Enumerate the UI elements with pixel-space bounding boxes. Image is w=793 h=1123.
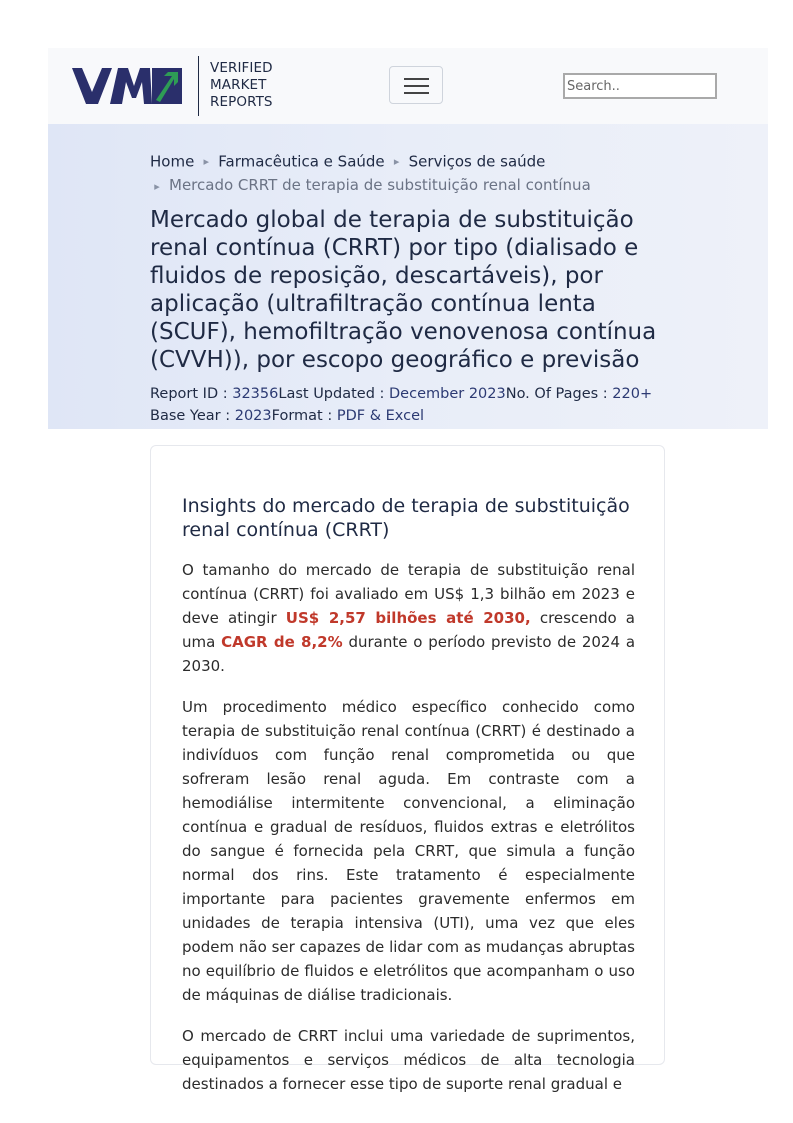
format-value: PDF & Excel bbox=[336, 408, 425, 424]
chevron-right-icon: ▸ bbox=[154, 180, 160, 193]
hamburger-icon-bar bbox=[404, 85, 429, 87]
base-year-label: Base Year : bbox=[150, 408, 235, 424]
base-year-value: 2023 bbox=[234, 408, 272, 424]
hamburger-menu-button[interactable] bbox=[389, 66, 443, 104]
vmr-logo-icon[interactable] bbox=[72, 66, 184, 106]
p1-text-a: O tamanho do mercado de terapia de substituição renal contínua (CRRT) foi avaliado em US$ 1,3 bilhão em 2023 e deve atingir bbox=[182, 561, 635, 627]
report-meta bbox=[150, 383, 710, 427]
breadcrumb-pharma-health[interactable]: Farmacêutica e Saúde bbox=[218, 152, 385, 171]
brand-line-2: MARKET bbox=[210, 77, 267, 93]
p1-text-b: crescendo a uma bbox=[182, 609, 636, 651]
breadcrumb bbox=[150, 150, 670, 196]
p1-text-c: durante o período previsto de 2024 a 2030. bbox=[182, 633, 636, 675]
last-updated-label: Last Updated : bbox=[278, 386, 390, 402]
hamburger-icon-bar bbox=[404, 92, 429, 94]
brand-name[interactable] bbox=[210, 60, 273, 111]
insights-heading: Insights do mercado de terapia de substituição renal contínua (CRRT) bbox=[182, 495, 630, 541]
breadcrumb-health-services[interactable]: Serviços de saúde bbox=[408, 152, 546, 171]
page-title: Mercado global de terapia de substituição renal contínua (CRRT) por tipo (dialisado e fluidos de reposição, descartáveis), por aplicação (ultrafiltração contínua lenta (SCUF), hemofiltração venovenosa contínua (CVVH)), por escopo geográfico e previsão bbox=[150, 207, 657, 373]
brand-line-1: VERIFIED bbox=[210, 60, 273, 76]
chevron-right-icon: ▸ bbox=[203, 154, 210, 168]
market-value-highlight: US$ 2,57 bilhões até 2030, bbox=[285, 609, 531, 627]
pages-value: 220+ bbox=[612, 386, 653, 402]
report-id-value: 32356 bbox=[232, 386, 279, 402]
search-input[interactable] bbox=[563, 73, 717, 99]
last-updated-value: December 2023 bbox=[389, 386, 506, 402]
insights-card bbox=[150, 445, 665, 1093]
breadcrumb-home[interactable]: Home bbox=[150, 152, 195, 171]
report-id-label: Report ID : bbox=[150, 386, 233, 402]
insights-paragraph-3: O mercado de CRRT inclui uma variedade de suprimentos, equipamentos e serviços médicos de alta tecnologia destinados a fornecer esse tipo de suporte renal gradual e bbox=[182, 1027, 635, 1093]
brand-line-3: REPORTS bbox=[210, 94, 273, 110]
insights-paragraph-2: Um procedimento médico específico conhecido como terapia de substituição renal contínua (CRRT) é destinado a indivíduos com função renal comprometida ou que sofreram lesão renal aguda. Em contraste com a hemodiálise intermitente convencional, a eliminação contínua e gradual de resíduos, fluidos extras e eletrólitos do sangue é fornecida pela CRRT, que simula a função normal dos rins. Este tratamento é especialmente importante para pacientes gravemente enfermos em unidades de terapia intensiva (UTI), uma vez que eles podem não ser capazes de lidar com as mudanças abruptas no equilíbrio de fluidos e eletrólitos que acompanham o uso de máquinas de diálise tradicionais. bbox=[182, 698, 635, 1004]
chevron-right-icon: ▸ bbox=[393, 154, 400, 168]
hamburger-icon-bar bbox=[404, 78, 429, 80]
logo-divider bbox=[198, 56, 199, 116]
cagr-highlight: CAGR de 8,2% bbox=[221, 633, 343, 651]
pages-label: No. Of Pages : bbox=[505, 386, 613, 402]
breadcrumb-current: Mercado CRRT de terapia de substituição renal contínua bbox=[169, 176, 591, 194]
format-label: Format : bbox=[271, 408, 337, 424]
site-header bbox=[48, 48, 768, 125]
insights-paragraph-1 bbox=[182, 558, 635, 678]
